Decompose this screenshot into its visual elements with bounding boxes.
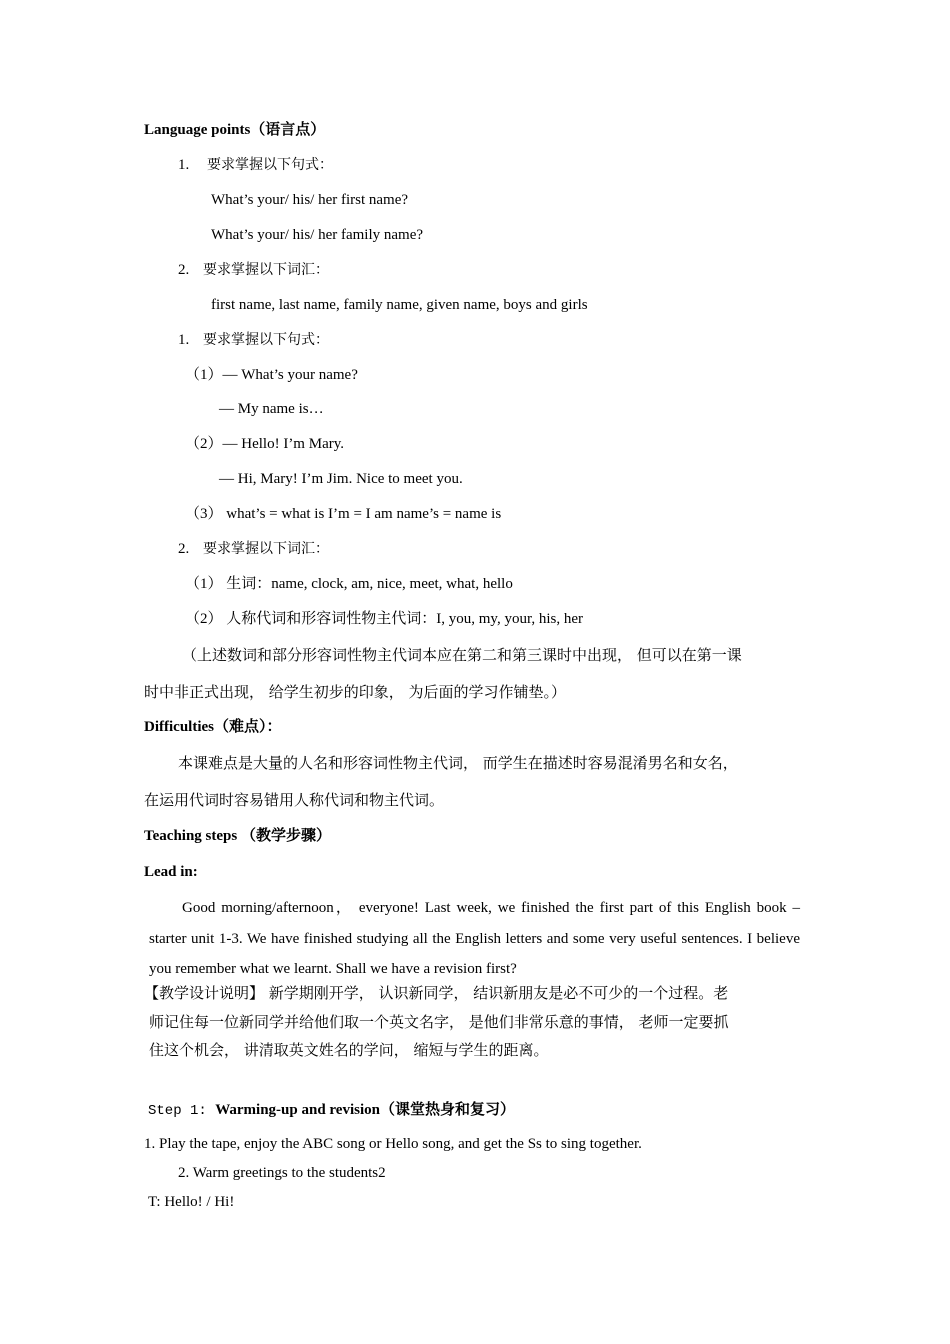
dialog-reply: — My name is… [219, 401, 324, 417]
list-item-text: 要求掌握以下词汇： [203, 262, 329, 278]
design-note: 【教学设计说明】 新学期刚开学， 认识新同学， 结识新朋友是必不可少的一个过程。老 [144, 984, 729, 1002]
vocab-pronouns: （2） 人称代词和形容词性物主代词：I, you, my, your, his, her [185, 611, 583, 627]
abbreviation-line: （3） what’s = what is I’m = I am name’s = name is [185, 506, 502, 522]
step1-dialog: T: Hello! / Hi! [148, 1194, 235, 1210]
vocab-list: first name, last name, family name, given name, boys and girls [211, 297, 588, 313]
note-line: 时中非正式出现， 给学生初步的印象， 为后面的学习作铺垫。） [144, 683, 567, 701]
list-number: 2. [178, 541, 190, 557]
step1-prefix: Step 1: [148, 1103, 216, 1119]
lead-in-label: Lead in: [144, 864, 198, 880]
language-points-heading: Language points（语言点） [144, 122, 326, 138]
sentence-pattern: What’s your/ his/ her family name? [211, 227, 424, 243]
lead-in-paragraph: Good morning/afternoon， everyone! Last week, we finished the first part of this English book – starter unit 1-3. We have finished studying all the English letters and some very useful sentences. I believe you remember what we learnt. Shall we have a revision first? [149, 900, 800, 977]
list-number: 2. [178, 262, 190, 278]
design-note: 住这个机会， 讲清取英文姓名的学问， 缩短与学生的距离。 [149, 1041, 549, 1059]
sentence-pattern: What’s your/ his/ her first name? [211, 192, 409, 208]
difficulties-text: 本课难点是大量的人名和形容词性物主代词， 而学生在描述时容易混淆男名和女名， [178, 754, 738, 772]
difficulties-heading: Difficulties（难点）： [144, 719, 282, 735]
step1-item: 1. Play the tape, enjoy the ABC song or Hello song, and get the Ss to sing together. [144, 1136, 642, 1152]
note-line: （上述数词和部分形容词性物主代词本应在第二和第三课时中出现， 但可以在第一课 [182, 646, 742, 664]
dialog-line: （1）— What’s your name? [185, 367, 358, 383]
list-item-text: 要求掌握以下句式： [207, 157, 333, 173]
step1-heading [148, 1100, 515, 1121]
list-number: 1. [178, 157, 190, 173]
design-note: 师记住每一位新同学并给他们取一个英文名字， 是他们非常乐意的事情， 老师一定要抓 [149, 1013, 729, 1031]
list-number: 1. [178, 332, 190, 348]
list-item-text: 要求掌握以下句式： [203, 332, 329, 348]
vocab-new-words: （1） 生词：name, clock, am, nice, meet, what, hello [185, 576, 513, 592]
list-item-text: 要求掌握以下词汇： [203, 541, 329, 557]
step1-title: Warming-up and revision（课堂热身和复习） [215, 1102, 515, 1118]
dialog-reply: — Hi, Mary! I’m Jim. Nice to meet you. [219, 471, 463, 487]
difficulties-text: 在运用代词时容易错用人称代词和物主代词。 [144, 791, 445, 809]
step1-item: 2. Warm greetings to the students2 [178, 1165, 386, 1181]
dialog-line: （2）— Hello! I’m Mary. [185, 436, 344, 452]
teaching-steps-heading: Teaching steps （教学步骤） [144, 828, 331, 844]
